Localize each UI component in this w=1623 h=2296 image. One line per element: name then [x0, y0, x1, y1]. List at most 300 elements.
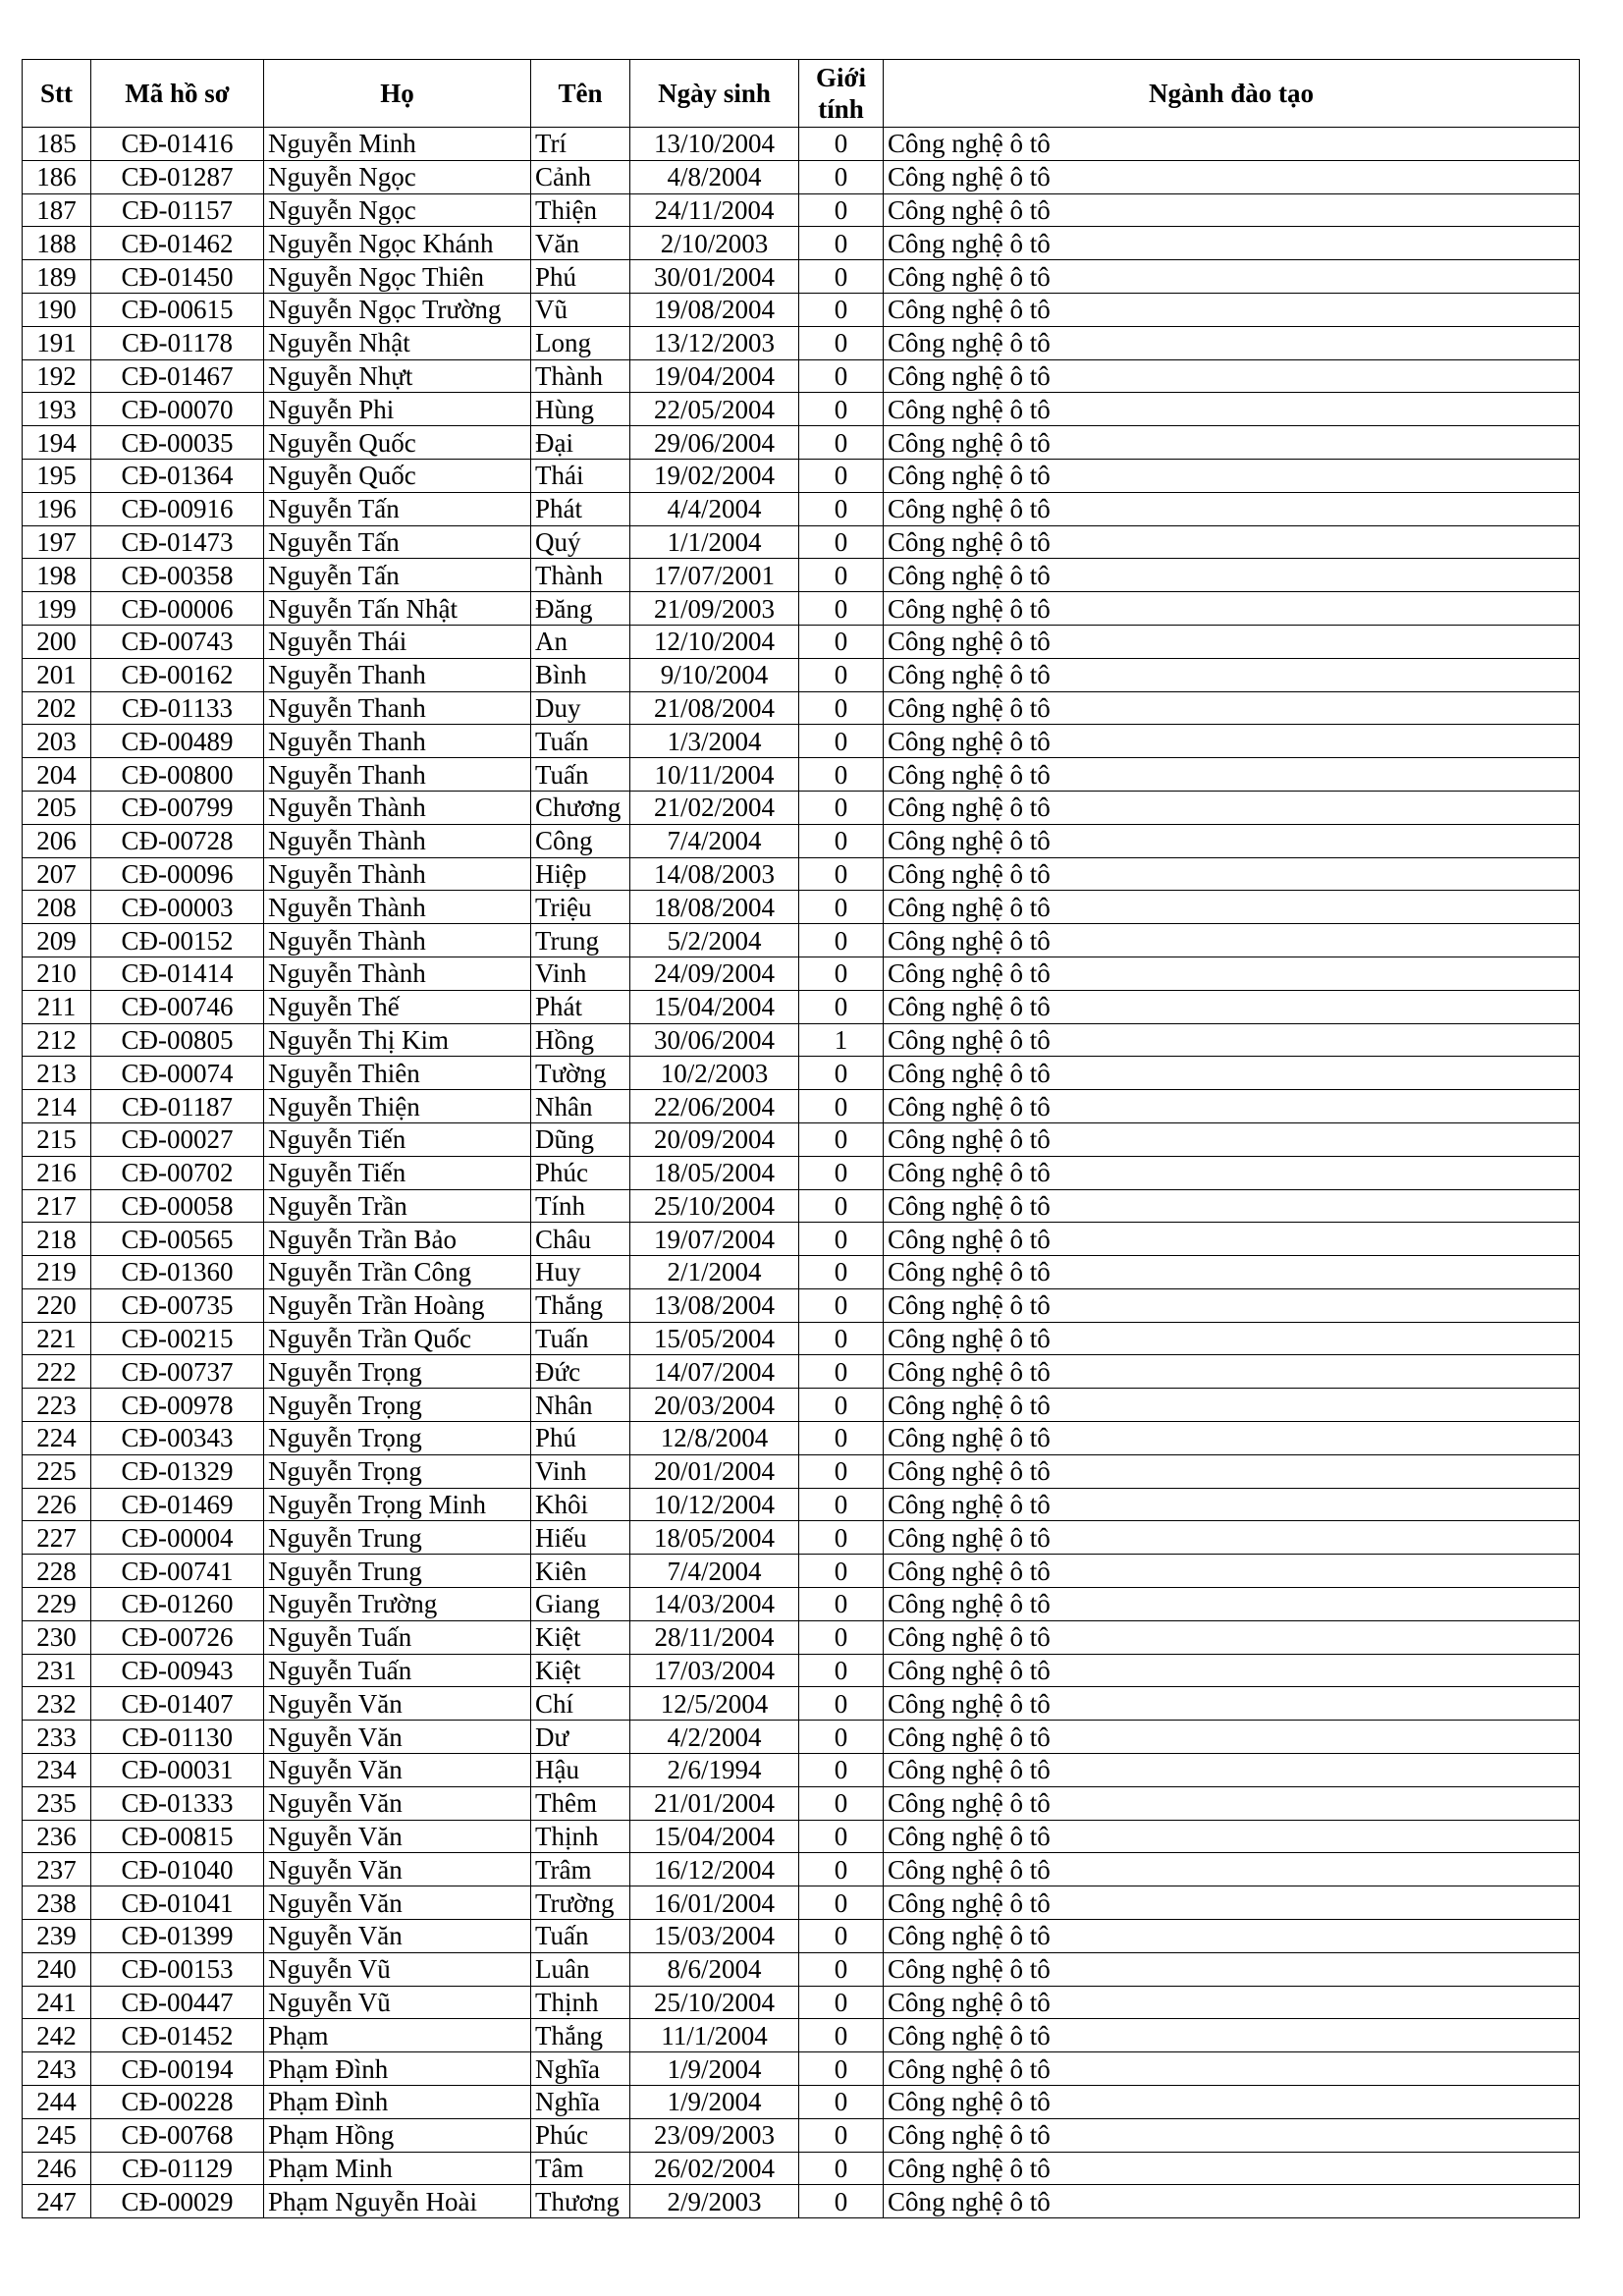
- table-row: [23, 393, 1580, 426]
- cell-nganh-dao-tao: Công nghệ ô tô: [884, 2152, 1580, 2185]
- cell-gioi-tinh: 0: [799, 592, 884, 626]
- cell-ten: Thịnh: [531, 1986, 630, 2019]
- table-row: [23, 160, 1580, 193]
- cell-nganh-dao-tao: Công nghệ ô tô: [884, 227, 1580, 260]
- cell-gioi-tinh: 0: [799, 1986, 884, 2019]
- cell-stt: 217: [23, 1189, 91, 1223]
- cell-ten: Đại: [531, 426, 630, 460]
- cell-ngay-sinh: 2/9/2003: [630, 2185, 799, 2218]
- cell-ngay-sinh: 19/07/2004: [630, 1223, 799, 1256]
- cell-stt: 231: [23, 1654, 91, 1687]
- cell-nganh-dao-tao: Công nghệ ô tô: [884, 1521, 1580, 1555]
- cell-nganh-dao-tao: Công nghệ ô tô: [884, 1488, 1580, 1521]
- table-row: [23, 1288, 1580, 1322]
- cell-gioi-tinh: 0: [799, 359, 884, 393]
- cell-ten: Vũ: [531, 293, 630, 326]
- cell-nganh-dao-tao: Công nghệ ô tô: [884, 1588, 1580, 1621]
- cell-ma-ho-so: CĐ-00070: [91, 393, 264, 426]
- cell-gioi-tinh: 0: [799, 1853, 884, 1886]
- cell-ten: Phát: [531, 990, 630, 1023]
- cell-ho: Nguyễn Nhựt: [264, 359, 531, 393]
- cell-gioi-tinh: 0: [799, 725, 884, 758]
- cell-nganh-dao-tao: Công nghệ ô tô: [884, 1288, 1580, 1322]
- cell-ho: Nguyễn Vũ: [264, 1952, 531, 1986]
- cell-ten: Nghĩa: [531, 2086, 630, 2119]
- cell-ma-ho-so: CĐ-01360: [91, 1256, 264, 1289]
- cell-ma-ho-so: CĐ-01469: [91, 1488, 264, 1521]
- cell-ten: Thắng: [531, 1288, 630, 1322]
- table-row: [23, 625, 1580, 658]
- cell-ten: Thành: [531, 359, 630, 393]
- table-row: [23, 2019, 1580, 2052]
- cell-ma-ho-so: CĐ-01399: [91, 1920, 264, 1953]
- cell-ho: Nguyễn Ngọc Khánh: [264, 227, 531, 260]
- table-row: [23, 2052, 1580, 2086]
- cell-ngay-sinh: 18/08/2004: [630, 891, 799, 924]
- cell-stt: 240: [23, 1952, 91, 1986]
- cell-nganh-dao-tao: Công nghệ ô tô: [884, 1952, 1580, 1986]
- cell-stt: 188: [23, 227, 91, 260]
- cell-ten: Dũng: [531, 1122, 630, 1156]
- student-list-table: [22, 59, 1580, 2218]
- cell-ngay-sinh: 28/11/2004: [630, 1620, 799, 1654]
- cell-nganh-dao-tao: Công nghệ ô tô: [884, 758, 1580, 792]
- cell-nganh-dao-tao: Công nghệ ô tô: [884, 791, 1580, 824]
- cell-ngay-sinh: 4/8/2004: [630, 160, 799, 193]
- cell-stt: 199: [23, 592, 91, 626]
- cell-gioi-tinh: 0: [799, 625, 884, 658]
- cell-ma-ho-so: CĐ-00447: [91, 1986, 264, 2019]
- cell-stt: 222: [23, 1355, 91, 1389]
- cell-stt: 239: [23, 1920, 91, 1953]
- cell-stt: 204: [23, 758, 91, 792]
- cell-nganh-dao-tao: Công nghệ ô tô: [884, 1687, 1580, 1721]
- cell-gioi-tinh: 0: [799, 1721, 884, 1754]
- cell-ma-ho-so: CĐ-00768: [91, 2118, 264, 2152]
- cell-ngay-sinh: 26/02/2004: [630, 2152, 799, 2185]
- table-row: [23, 1687, 1580, 1721]
- cell-ngay-sinh: 7/4/2004: [630, 824, 799, 857]
- table-row: [23, 990, 1580, 1023]
- cell-ma-ho-so: CĐ-00743: [91, 625, 264, 658]
- cell-ngay-sinh: 10/12/2004: [630, 1488, 799, 1521]
- cell-ngay-sinh: 1/1/2004: [630, 525, 799, 559]
- cell-ma-ho-so: CĐ-00358: [91, 559, 264, 592]
- cell-gioi-tinh: 0: [799, 1454, 884, 1488]
- cell-ho: Nguyễn Thiện: [264, 1090, 531, 1123]
- cell-ma-ho-so: CĐ-00343: [91, 1422, 264, 1455]
- cell-nganh-dao-tao: Công nghệ ô tô: [884, 525, 1580, 559]
- cell-ten: Thái: [531, 459, 630, 492]
- cell-gioi-tinh: 0: [799, 525, 884, 559]
- header-gioi-tinh: Giới tính: [799, 60, 884, 128]
- cell-stt: 210: [23, 957, 91, 990]
- cell-ngay-sinh: 23/09/2003: [630, 2118, 799, 2152]
- cell-nganh-dao-tao: Công nghệ ô tô: [884, 559, 1580, 592]
- cell-stt: 220: [23, 1288, 91, 1322]
- cell-ho: Nguyễn Vũ: [264, 1986, 531, 2019]
- cell-nganh-dao-tao: Công nghệ ô tô: [884, 1555, 1580, 1588]
- cell-ten: Cảnh: [531, 160, 630, 193]
- cell-ngay-sinh: 10/11/2004: [630, 758, 799, 792]
- cell-ho: Nguyễn Thành: [264, 891, 531, 924]
- table-row: [23, 1886, 1580, 1920]
- table-row: [23, 260, 1580, 294]
- cell-ngay-sinh: 2/1/2004: [630, 1256, 799, 1289]
- cell-ngay-sinh: 24/11/2004: [630, 193, 799, 227]
- cell-ho: Nguyễn Văn: [264, 1721, 531, 1754]
- cell-nganh-dao-tao: Công nghệ ô tô: [884, 1422, 1580, 1455]
- header-stt: Stt: [23, 60, 91, 128]
- cell-nganh-dao-tao: Công nghệ ô tô: [884, 2019, 1580, 2052]
- cell-gioi-tinh: 0: [799, 1952, 884, 1986]
- table-row: [23, 957, 1580, 990]
- cell-gioi-tinh: 0: [799, 1122, 884, 1156]
- table-row: [23, 1189, 1580, 1223]
- table-row: [23, 492, 1580, 525]
- cell-ma-ho-so: CĐ-00058: [91, 1189, 264, 1223]
- cell-stt: 232: [23, 1687, 91, 1721]
- cell-gioi-tinh: 0: [799, 393, 884, 426]
- cell-ma-ho-so: CĐ-00162: [91, 658, 264, 691]
- cell-ho: Nguyễn Trần Quốc: [264, 1322, 531, 1355]
- cell-ma-ho-so: CĐ-00916: [91, 492, 264, 525]
- table-row: [23, 227, 1580, 260]
- cell-ten: Thành: [531, 559, 630, 592]
- cell-ten: Bình: [531, 658, 630, 691]
- cell-stt: 214: [23, 1090, 91, 1123]
- cell-ho: Nguyễn Tuấn: [264, 1654, 531, 1687]
- cell-ngay-sinh: 13/12/2003: [630, 326, 799, 359]
- cell-ma-ho-so: CĐ-00800: [91, 758, 264, 792]
- cell-ten: Hiệp: [531, 857, 630, 891]
- cell-gioi-tinh: 0: [799, 791, 884, 824]
- cell-stt: 216: [23, 1156, 91, 1189]
- cell-ma-ho-so: CĐ-01260: [91, 1588, 264, 1621]
- cell-ngay-sinh: 1/9/2004: [630, 2086, 799, 2119]
- table-row: [23, 1754, 1580, 1787]
- cell-nganh-dao-tao: Công nghệ ô tô: [884, 990, 1580, 1023]
- cell-ten: Thịnh: [531, 1820, 630, 1853]
- cell-ten: Khôi: [531, 1488, 630, 1521]
- cell-nganh-dao-tao: Công nghệ ô tô: [884, 1389, 1580, 1422]
- cell-stt: 186: [23, 160, 91, 193]
- cell-ngay-sinh: 15/05/2004: [630, 1322, 799, 1355]
- cell-ten: Tường: [531, 1057, 630, 1090]
- cell-gioi-tinh: 0: [799, 492, 884, 525]
- cell-stt: 244: [23, 2086, 91, 2119]
- cell-ten: Phát: [531, 492, 630, 525]
- cell-ten: Tâm: [531, 2152, 630, 2185]
- cell-ma-ho-so: CĐ-00153: [91, 1952, 264, 1986]
- cell-nganh-dao-tao: Công nghệ ô tô: [884, 492, 1580, 525]
- cell-ngay-sinh: 14/08/2003: [630, 857, 799, 891]
- cell-ngay-sinh: 15/03/2004: [630, 1920, 799, 1953]
- cell-ngay-sinh: 18/05/2004: [630, 1156, 799, 1189]
- cell-nganh-dao-tao: Công nghệ ô tô: [884, 1454, 1580, 1488]
- cell-ma-ho-so: CĐ-01414: [91, 957, 264, 990]
- cell-ho: Nguyễn Thành: [264, 791, 531, 824]
- cell-ho: Nguyễn Tấn: [264, 559, 531, 592]
- table-row: [23, 857, 1580, 891]
- table-row: [23, 1820, 1580, 1853]
- cell-ngay-sinh: 16/01/2004: [630, 1886, 799, 1920]
- cell-ngay-sinh: 4/4/2004: [630, 492, 799, 525]
- cell-ten: Văn: [531, 227, 630, 260]
- cell-stt: 189: [23, 260, 91, 294]
- cell-ho: Nguyễn Trọng: [264, 1422, 531, 1455]
- table-row: [23, 1488, 1580, 1521]
- cell-ma-ho-so: CĐ-01040: [91, 1853, 264, 1886]
- cell-nganh-dao-tao: Công nghệ ô tô: [884, 1223, 1580, 1256]
- cell-gioi-tinh: 0: [799, 891, 884, 924]
- cell-ngay-sinh: 13/08/2004: [630, 1288, 799, 1322]
- cell-gioi-tinh: 0: [799, 758, 884, 792]
- cell-nganh-dao-tao: Công nghệ ô tô: [884, 957, 1580, 990]
- cell-stt: 225: [23, 1454, 91, 1488]
- cell-gioi-tinh: 0: [799, 1555, 884, 1588]
- cell-stt: 198: [23, 559, 91, 592]
- cell-ngay-sinh: 5/2/2004: [630, 924, 799, 957]
- cell-gioi-tinh: 0: [799, 658, 884, 691]
- cell-gioi-tinh: 0: [799, 559, 884, 592]
- cell-nganh-dao-tao: Công nghệ ô tô: [884, 1620, 1580, 1654]
- cell-ten: Tuấn: [531, 758, 630, 792]
- cell-ten: Duy: [531, 691, 630, 725]
- cell-gioi-tinh: 0: [799, 957, 884, 990]
- cell-ma-ho-so: CĐ-01187: [91, 1090, 264, 1123]
- cell-nganh-dao-tao: Công nghệ ô tô: [884, 128, 1580, 161]
- header-ma-ho-so: Mã hồ sơ: [91, 60, 264, 128]
- cell-nganh-dao-tao: Công nghệ ô tô: [884, 1090, 1580, 1123]
- cell-gioi-tinh: 0: [799, 1521, 884, 1555]
- cell-ten: Giang: [531, 1588, 630, 1621]
- cell-ten: Long: [531, 326, 630, 359]
- cell-ma-ho-so: CĐ-01467: [91, 359, 264, 393]
- cell-ma-ho-so: CĐ-00726: [91, 1620, 264, 1654]
- table-row: [23, 824, 1580, 857]
- cell-nganh-dao-tao: Công nghệ ô tô: [884, 260, 1580, 294]
- cell-ma-ho-so: CĐ-01462: [91, 227, 264, 260]
- cell-stt: 192: [23, 359, 91, 393]
- cell-stt: 187: [23, 193, 91, 227]
- cell-ngay-sinh: 2/6/1994: [630, 1754, 799, 1787]
- table-row: [23, 1786, 1580, 1820]
- cell-stt: 206: [23, 824, 91, 857]
- table-row: [23, 2086, 1580, 2119]
- cell-ho: Nguyễn Văn: [264, 1920, 531, 1953]
- cell-ho: Nguyễn Tiến: [264, 1156, 531, 1189]
- cell-gioi-tinh: 0: [799, 990, 884, 1023]
- cell-ten: Thắng: [531, 2019, 630, 2052]
- cell-ma-ho-so: CĐ-00815: [91, 1820, 264, 1853]
- cell-ma-ho-so: CĐ-00004: [91, 1521, 264, 1555]
- cell-ma-ho-so: CĐ-01178: [91, 326, 264, 359]
- cell-ten: Hiếu: [531, 1521, 630, 1555]
- cell-stt: 241: [23, 1986, 91, 2019]
- cell-ten: Triệu: [531, 891, 630, 924]
- table-row: [23, 1422, 1580, 1455]
- cell-ma-ho-so: CĐ-00746: [91, 990, 264, 1023]
- cell-stt: 226: [23, 1488, 91, 1521]
- cell-gioi-tinh: 0: [799, 426, 884, 460]
- cell-nganh-dao-tao: Công nghệ ô tô: [884, 326, 1580, 359]
- table-row: [23, 1090, 1580, 1123]
- cell-nganh-dao-tao: Công nghệ ô tô: [884, 891, 1580, 924]
- table-row: [23, 1588, 1580, 1621]
- table-row: [23, 1920, 1580, 1953]
- cell-ma-ho-so: CĐ-00615: [91, 293, 264, 326]
- cell-ngay-sinh: 16/12/2004: [630, 1853, 799, 1886]
- cell-gioi-tinh: 0: [799, 1786, 884, 1820]
- cell-gioi-tinh: 0: [799, 2052, 884, 2086]
- cell-ten: Dư: [531, 1721, 630, 1754]
- cell-stt: 212: [23, 1023, 91, 1057]
- cell-stt: 185: [23, 128, 91, 161]
- cell-nganh-dao-tao: Công nghệ ô tô: [884, 592, 1580, 626]
- cell-gioi-tinh: 0: [799, 1090, 884, 1123]
- header-nganh-dao-tao: Ngành đào tạo: [884, 60, 1580, 128]
- cell-gioi-tinh: 0: [799, 1223, 884, 1256]
- cell-ten: Thương: [531, 2185, 630, 2218]
- cell-ma-ho-so: CĐ-01333: [91, 1786, 264, 1820]
- cell-nganh-dao-tao: Công nghệ ô tô: [884, 2118, 1580, 2152]
- cell-nganh-dao-tao: Công nghệ ô tô: [884, 857, 1580, 891]
- cell-ma-ho-so: CĐ-01416: [91, 128, 264, 161]
- cell-gioi-tinh: 0: [799, 1355, 884, 1389]
- cell-ma-ho-so: CĐ-00228: [91, 2086, 264, 2119]
- cell-ho: Nguyễn Trọng: [264, 1454, 531, 1488]
- cell-stt: 233: [23, 1721, 91, 1754]
- cell-nganh-dao-tao: Công nghệ ô tô: [884, 293, 1580, 326]
- cell-ten: Nhân: [531, 1090, 630, 1123]
- cell-ngay-sinh: 12/8/2004: [630, 1422, 799, 1455]
- cell-ten: Phú: [531, 260, 630, 294]
- cell-ma-ho-so: CĐ-01129: [91, 2152, 264, 2185]
- table-body: [23, 128, 1580, 2218]
- cell-stt: 219: [23, 1256, 91, 1289]
- cell-ten: Vinh: [531, 957, 630, 990]
- cell-ten: Chí: [531, 1687, 630, 1721]
- cell-stt: 209: [23, 924, 91, 957]
- cell-gioi-tinh: 0: [799, 1322, 884, 1355]
- cell-gioi-tinh: 0: [799, 2152, 884, 2185]
- cell-ho: Nguyễn Văn: [264, 1853, 531, 1886]
- cell-stt: 201: [23, 658, 91, 691]
- cell-nganh-dao-tao: Công nghệ ô tô: [884, 1986, 1580, 2019]
- cell-stt: 221: [23, 1322, 91, 1355]
- cell-ma-ho-so: CĐ-00943: [91, 1654, 264, 1687]
- cell-nganh-dao-tao: Công nghệ ô tô: [884, 691, 1580, 725]
- cell-ngay-sinh: 25/10/2004: [630, 1986, 799, 2019]
- cell-gioi-tinh: 0: [799, 459, 884, 492]
- cell-stt: 247: [23, 2185, 91, 2218]
- cell-ma-ho-so: CĐ-01450: [91, 260, 264, 294]
- table-row: [23, 924, 1580, 957]
- cell-ngay-sinh: 21/09/2003: [630, 592, 799, 626]
- cell-gioi-tinh: 0: [799, 1820, 884, 1853]
- cell-ten: Hồng: [531, 1023, 630, 1057]
- table-row: [23, 1355, 1580, 1389]
- cell-ho: Nguyễn Thành: [264, 957, 531, 990]
- cell-gioi-tinh: 0: [799, 1156, 884, 1189]
- cell-stt: 243: [23, 2052, 91, 2086]
- cell-ho: Nguyễn Ngọc: [264, 160, 531, 193]
- header-ngay-sinh: Ngày sinh: [630, 60, 799, 128]
- table-row: [23, 2152, 1580, 2185]
- table-row: [23, 1322, 1580, 1355]
- table-header: [23, 60, 1580, 128]
- table-row: [23, 2185, 1580, 2218]
- cell-nganh-dao-tao: Công nghệ ô tô: [884, 1786, 1580, 1820]
- cell-ngay-sinh: 20/09/2004: [630, 1122, 799, 1156]
- cell-ten: Phúc: [531, 1156, 630, 1189]
- cell-ngay-sinh: 15/04/2004: [630, 990, 799, 1023]
- cell-ma-ho-so: CĐ-01329: [91, 1454, 264, 1488]
- cell-ngay-sinh: 19/02/2004: [630, 459, 799, 492]
- cell-ho: Nguyễn Văn: [264, 1786, 531, 1820]
- cell-ma-ho-so: CĐ-00702: [91, 1156, 264, 1189]
- cell-ten: Nghĩa: [531, 2052, 630, 2086]
- cell-ho: Nguyễn Phi: [264, 393, 531, 426]
- cell-ho: Nguyễn Thanh: [264, 658, 531, 691]
- cell-ngay-sinh: 10/2/2003: [630, 1057, 799, 1090]
- cell-ho: Phạm Đình: [264, 2052, 531, 2086]
- table-row: [23, 293, 1580, 326]
- cell-ma-ho-so: CĐ-00215: [91, 1322, 264, 1355]
- table-row: [23, 725, 1580, 758]
- cell-ho: Nguyễn Tấn Nhật: [264, 592, 531, 626]
- cell-ten: Phúc: [531, 2118, 630, 2152]
- table-row: [23, 1654, 1580, 1687]
- cell-ma-ho-so: CĐ-01133: [91, 691, 264, 725]
- table-row: [23, 1122, 1580, 1156]
- cell-ngay-sinh: 20/03/2004: [630, 1389, 799, 1422]
- cell-gioi-tinh: 0: [799, 1754, 884, 1787]
- table-row: [23, 1023, 1580, 1057]
- cell-nganh-dao-tao: Công nghệ ô tô: [884, 2086, 1580, 2119]
- cell-gioi-tinh: 0: [799, 691, 884, 725]
- cell-ho: Nguyễn Thị Kim: [264, 1023, 531, 1057]
- cell-ma-ho-so: CĐ-00152: [91, 924, 264, 957]
- cell-ten: Tuấn: [531, 1920, 630, 1953]
- cell-stt: 193: [23, 393, 91, 426]
- cell-ngay-sinh: 17/03/2004: [630, 1654, 799, 1687]
- cell-ho: Nguyễn Thành: [264, 824, 531, 857]
- table-row: [23, 791, 1580, 824]
- cell-stt: 196: [23, 492, 91, 525]
- cell-ho: Nguyễn Trọng Minh: [264, 1488, 531, 1521]
- cell-ten: Trường: [531, 1886, 630, 1920]
- table-row: [23, 592, 1580, 626]
- cell-gioi-tinh: 0: [799, 2019, 884, 2052]
- cell-ten: Kiệt: [531, 1620, 630, 1654]
- cell-ma-ho-so: CĐ-00489: [91, 725, 264, 758]
- cell-gioi-tinh: 0: [799, 193, 884, 227]
- cell-nganh-dao-tao: Công nghệ ô tô: [884, 1122, 1580, 1156]
- cell-ma-ho-so: CĐ-00741: [91, 1555, 264, 1588]
- cell-stt: 202: [23, 691, 91, 725]
- cell-stt: 230: [23, 1620, 91, 1654]
- cell-gioi-tinh: 0: [799, 1389, 884, 1422]
- cell-ten: Châu: [531, 1223, 630, 1256]
- table-row: [23, 1256, 1580, 1289]
- cell-ngay-sinh: 21/02/2004: [630, 791, 799, 824]
- table-row: [23, 1620, 1580, 1654]
- cell-ho: Phạm Nguyễn Hoài: [264, 2185, 531, 2218]
- cell-nganh-dao-tao: Công nghệ ô tô: [884, 1322, 1580, 1355]
- cell-ten: Công: [531, 824, 630, 857]
